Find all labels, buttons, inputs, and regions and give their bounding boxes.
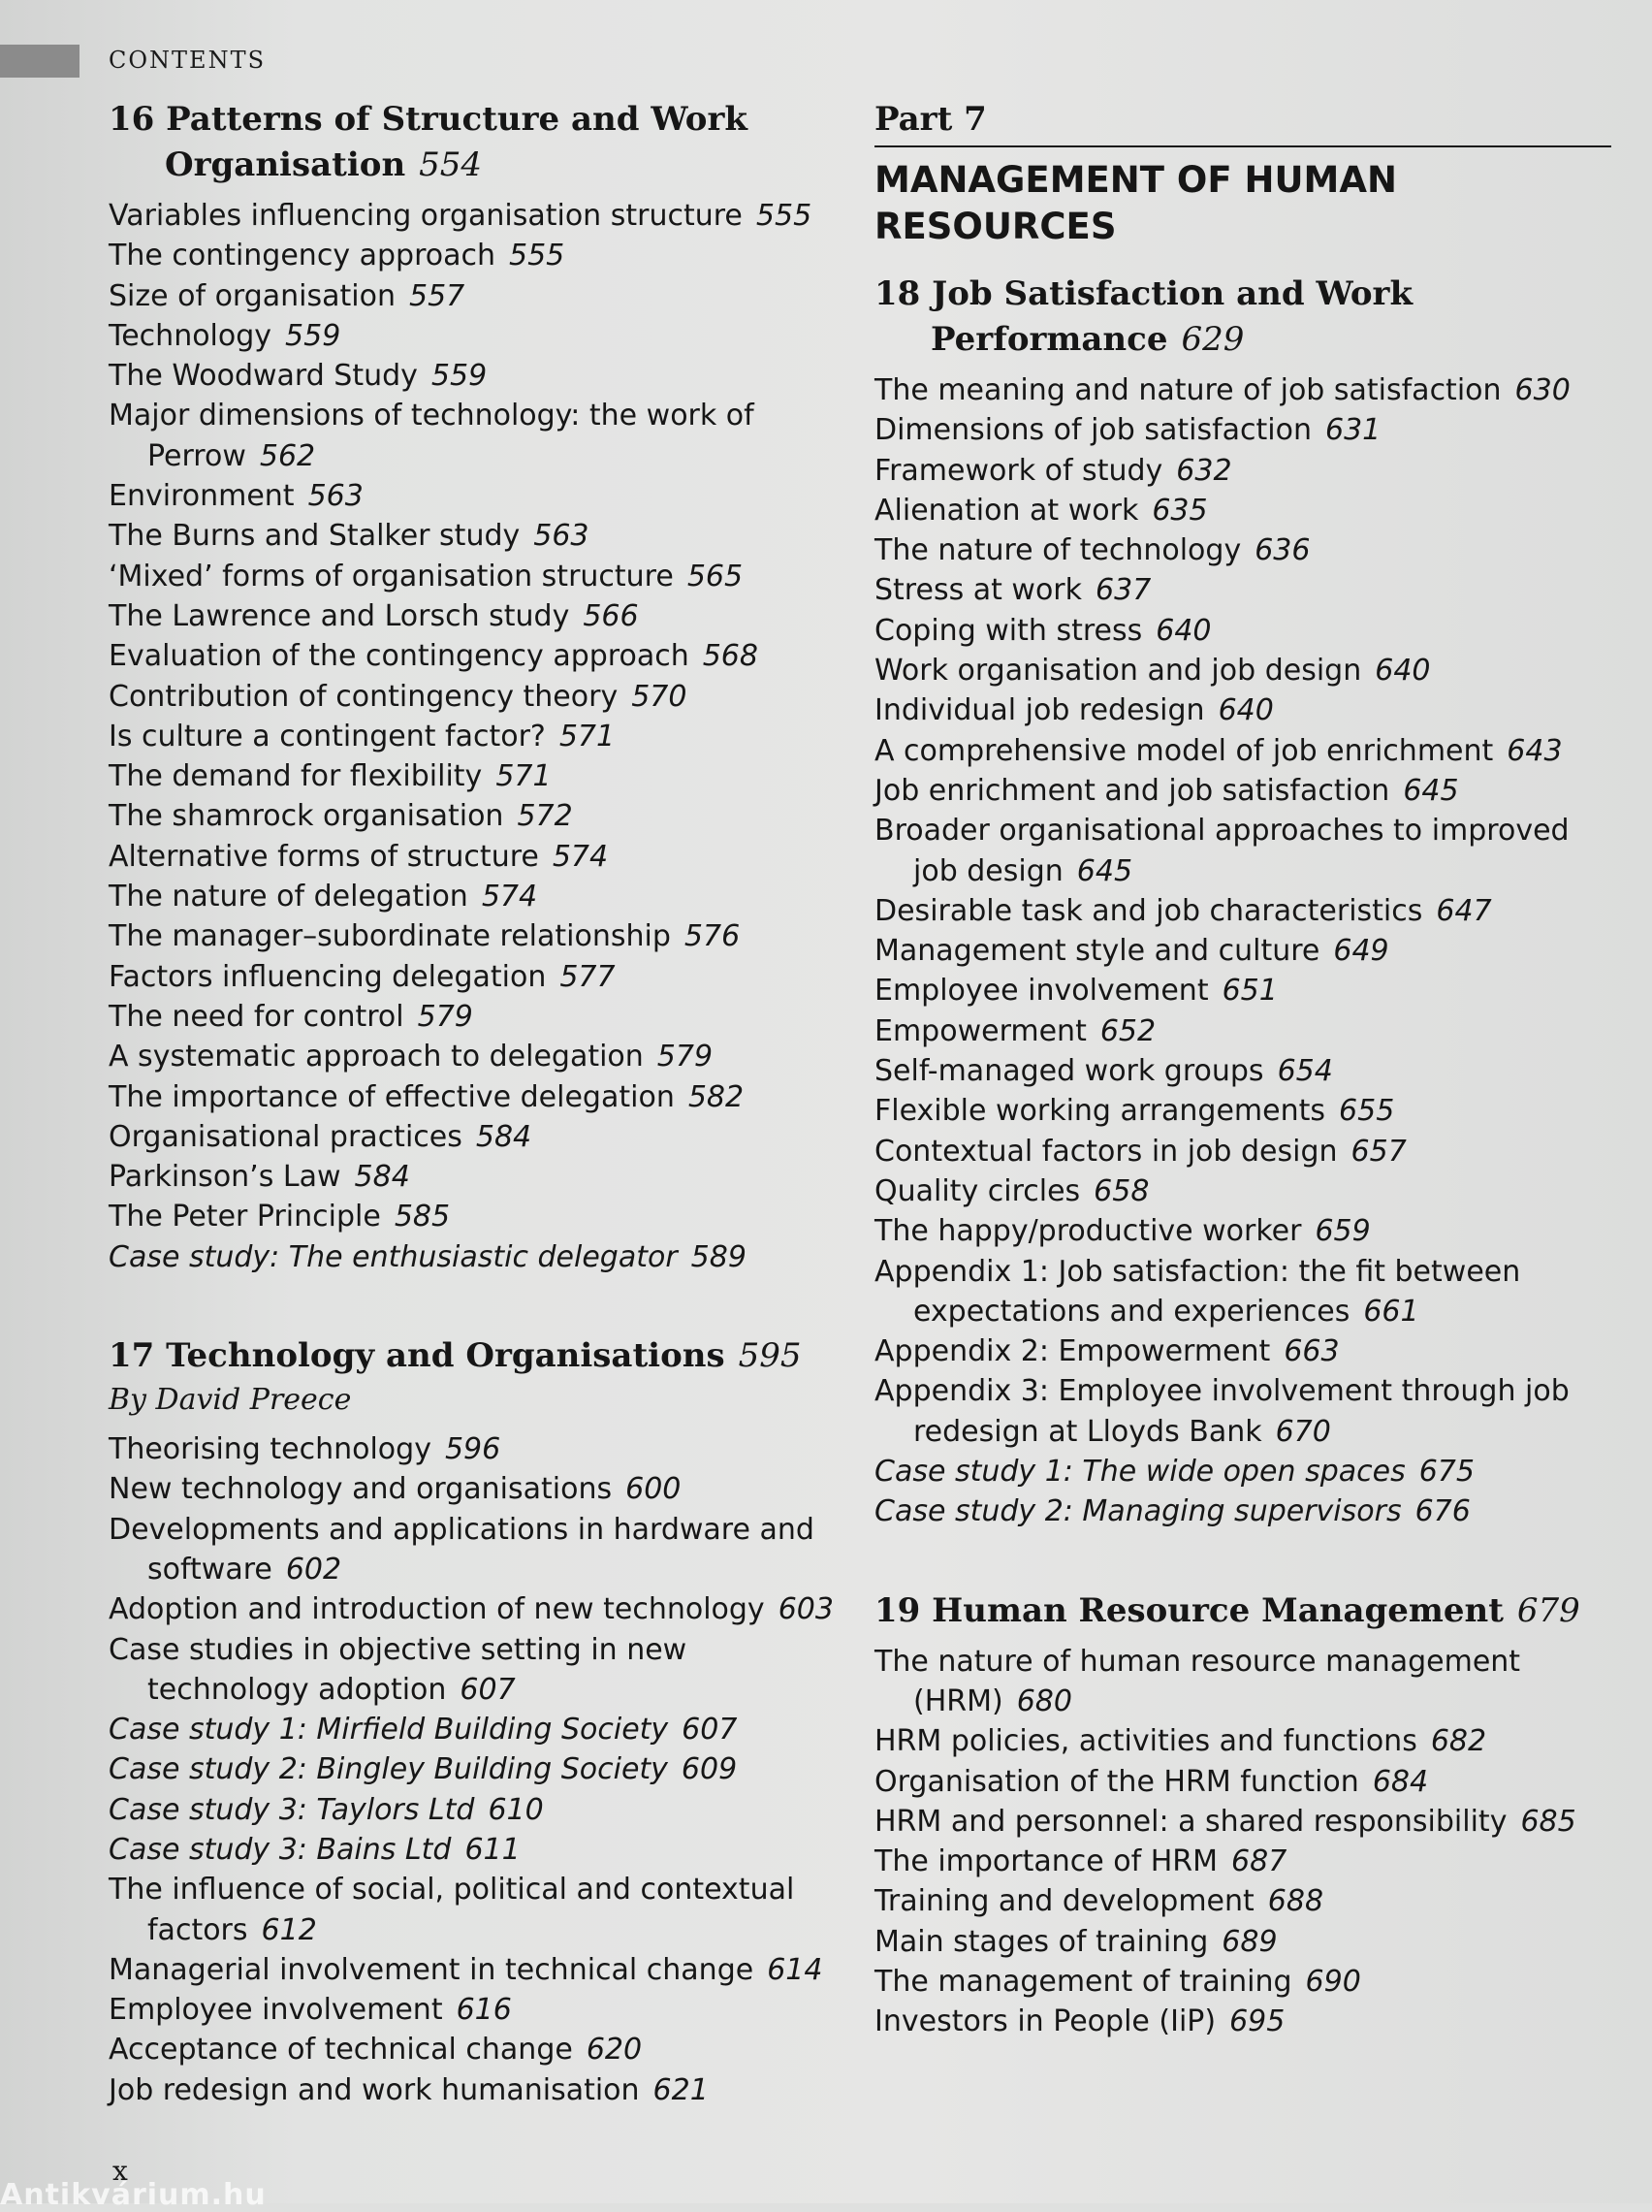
entry-title: The need for control xyxy=(109,999,404,1034)
toc-entry xyxy=(109,2070,845,2110)
entry-page: 657 xyxy=(1350,1134,1407,1169)
entry-title: Evaluation of the contingency approach xyxy=(109,639,689,674)
entry-title: The demand for flexibility xyxy=(109,759,483,794)
entry-page: 620 xyxy=(586,2033,643,2068)
entry-title: Broader organisational approaches to improved job design xyxy=(874,814,1570,888)
toc-entry xyxy=(874,1491,1611,1531)
entry-title: Dimensions of job satisfaction xyxy=(874,413,1312,448)
entry-page: 602 xyxy=(285,1552,342,1587)
entry-page: 645 xyxy=(1076,853,1133,888)
toc-entry xyxy=(109,1790,845,1830)
entry-page: 652 xyxy=(1099,1013,1157,1048)
entry-title: The Lawrence and Lorsch study xyxy=(109,598,570,633)
toc-entry xyxy=(109,396,845,476)
toc-entry xyxy=(874,491,1611,530)
entry-title: The manager–subordinate relationship xyxy=(109,919,671,954)
toc-entry xyxy=(874,570,1611,610)
entry-title: A systematic approach to delegation xyxy=(109,1040,644,1074)
entry-title: Case study 1: Mirfield Building Society xyxy=(109,1713,669,1747)
entry-page: 675 xyxy=(1418,1455,1475,1490)
entry-page: 555 xyxy=(755,199,812,233)
toc-entry xyxy=(874,410,1611,450)
entry-title: Alienation at work xyxy=(874,493,1139,528)
entry-title: Management style and culture xyxy=(874,934,1320,969)
toc-entry xyxy=(874,651,1611,690)
entry-page: 655 xyxy=(1339,1094,1395,1129)
entry-page: 603 xyxy=(778,1592,834,1627)
entry-page: 611 xyxy=(464,1832,521,1867)
toc-entry xyxy=(874,731,1611,771)
entry-page: 563 xyxy=(307,479,364,514)
toc-entry xyxy=(109,1710,845,1749)
entry-page: 645 xyxy=(1403,773,1459,808)
toc-entry xyxy=(109,837,845,877)
entry-title: The Burns and Stalker study xyxy=(109,519,521,554)
toc-entry xyxy=(874,1762,1611,1802)
toc-entry xyxy=(109,1510,845,1590)
entry-title: The importance of HRM xyxy=(874,1844,1219,1879)
toc-entry xyxy=(109,276,845,316)
toc-entry xyxy=(874,971,1611,1010)
toc-entry xyxy=(874,1091,1611,1131)
entry-page: 577 xyxy=(559,959,616,994)
toc-entry xyxy=(874,1452,1611,1491)
entry-page: 555 xyxy=(509,239,565,273)
entry-page: 630 xyxy=(1514,373,1571,407)
entry-title: The influence of social, political and contextual factors xyxy=(109,1873,795,1947)
toc-entry xyxy=(874,1371,1611,1452)
entry-title: Desirable task and job characteristics xyxy=(874,893,1423,928)
entry-title: Factors influencing delegation xyxy=(109,959,547,994)
entry-page: 654 xyxy=(1277,1054,1333,1089)
entry-title: Adoption and introduction of new technology xyxy=(109,1592,765,1627)
entry-title: Alternative forms of structure xyxy=(109,839,539,874)
entry-title: The nature of delegation xyxy=(109,880,468,914)
entry-title: Case study 3: Taylors Ltd xyxy=(109,1792,475,1827)
toc-entry xyxy=(109,516,845,556)
toc-entry xyxy=(109,916,845,956)
toc-entry xyxy=(874,1331,1611,1371)
toc-entry xyxy=(109,1037,845,1076)
toc-entry xyxy=(109,636,845,676)
entry-title: The nature of technology xyxy=(874,533,1242,568)
entry-title: HRM and personnel: a shared responsibility xyxy=(874,1804,1508,1839)
entry-title: The contingency approach xyxy=(109,239,495,273)
entry-title: Acceptance of technical change xyxy=(109,2033,573,2068)
toc-entry xyxy=(109,1630,845,1711)
toc-entry xyxy=(109,1990,845,2030)
entry-title: Case study 1: The wide open spaces xyxy=(874,1455,1406,1490)
toc-entry xyxy=(874,1802,1611,1842)
entry-page: 616 xyxy=(456,1993,512,2028)
toc-entry xyxy=(874,1962,1611,2002)
entry-title: Managerial involvement in technical change xyxy=(109,1952,754,1987)
entry-title: The nature of human resource management (HRM) xyxy=(874,1644,1521,1718)
chapter-17-heading xyxy=(109,1333,845,1379)
toc-entry xyxy=(874,530,1611,570)
toc-entry xyxy=(109,756,845,796)
entry-title: Framework of study xyxy=(874,453,1163,488)
entry-title: Environment xyxy=(109,479,295,514)
toc-entry xyxy=(874,1842,1611,1881)
toc-entry xyxy=(109,1117,845,1157)
entry-title: Main stages of training xyxy=(874,1924,1209,1959)
entry-page: 610 xyxy=(488,1792,544,1827)
chapter-title: 16 Patterns of Structure and Work Organisation xyxy=(109,100,747,184)
entry-page: 687 xyxy=(1231,1844,1287,1879)
chapter-19-entries xyxy=(874,1642,1611,2042)
entry-title: Case study 2: Bingley Building Society xyxy=(109,1752,668,1787)
entry-page: 640 xyxy=(1375,654,1431,689)
part-title: MANAGEMENT OF HUMAN RESOURCES xyxy=(874,159,1397,247)
entry-title: Flexible working arrangements xyxy=(874,1094,1326,1129)
entry-page: 609 xyxy=(681,1752,738,1787)
chapter-19-heading xyxy=(874,1588,1611,1634)
entry-page: 607 xyxy=(682,1713,738,1747)
toc-entry xyxy=(874,771,1611,811)
entry-title: Major dimensions of technology: the work of Perrow xyxy=(109,399,754,473)
entry-title: Work organisation and job design xyxy=(874,654,1362,689)
entry-title: A comprehensive model of job enrichment xyxy=(874,733,1494,768)
entry-title: Size of organisation xyxy=(109,278,396,313)
entry-page: 670 xyxy=(1275,1414,1331,1449)
entry-title: Appendix 2: Empowerment xyxy=(874,1334,1271,1369)
toc-entry xyxy=(874,1922,1611,1962)
toc-entry xyxy=(874,891,1611,931)
entry-page: 640 xyxy=(1218,693,1274,728)
toc-entry xyxy=(874,1051,1611,1091)
entry-page: 574 xyxy=(481,880,538,914)
entry-page: 695 xyxy=(1229,2004,1286,2039)
entry-title: The happy/productive worker xyxy=(874,1214,1302,1249)
toc-entry xyxy=(109,1589,845,1629)
toc-entry xyxy=(874,370,1611,410)
toc-entry xyxy=(109,596,845,636)
part-label: Part 7 xyxy=(874,97,1611,147)
entry-page: 661 xyxy=(1363,1294,1419,1329)
entry-page: 582 xyxy=(687,1079,745,1114)
entry-title: Organisation of the HRM function xyxy=(874,1764,1359,1799)
entry-page: 565 xyxy=(686,559,744,593)
entry-page: 614 xyxy=(767,1952,823,1987)
entry-title: Parkinson’s Law xyxy=(109,1160,341,1195)
entry-page: 663 xyxy=(1284,1334,1340,1369)
entry-page: 649 xyxy=(1333,934,1389,969)
toc-entry xyxy=(874,931,1611,971)
toc-entry xyxy=(109,717,845,756)
entry-title: Variables influencing organisation structure xyxy=(109,199,743,233)
entry-title: Case studies in objective setting in new technology adoption xyxy=(109,1632,687,1707)
chapter-page: 629 xyxy=(1181,320,1245,359)
toc-entry xyxy=(874,1721,1611,1761)
entry-page: 637 xyxy=(1096,573,1152,608)
toc-entry xyxy=(109,997,845,1037)
entry-title: Individual job redesign xyxy=(874,693,1205,728)
chapter-16-heading xyxy=(109,97,845,188)
toc-entry xyxy=(109,677,845,717)
entry-page: 600 xyxy=(625,1472,682,1507)
entry-title: Job redesign and work humanisation xyxy=(109,2072,640,2107)
toc-entry xyxy=(109,1197,845,1236)
entry-page: 584 xyxy=(475,1119,532,1154)
entry-page: 579 xyxy=(417,999,473,1034)
entry-page: 636 xyxy=(1255,533,1311,568)
entry-page: 659 xyxy=(1315,1214,1371,1249)
entry-page: 568 xyxy=(702,639,758,674)
entry-page: 574 xyxy=(552,839,609,874)
entry-page: 676 xyxy=(1414,1494,1471,1529)
entry-title: Job enrichment and job satisfaction xyxy=(874,773,1390,808)
toc-entry xyxy=(109,1749,845,1789)
toc-entry xyxy=(109,1469,845,1509)
toc-entry xyxy=(109,1429,845,1469)
toc-entry xyxy=(874,2002,1611,2041)
entry-title: The shamrock organisation xyxy=(109,799,504,834)
chapter-title: 18 Job Satisfaction and Work Performance xyxy=(874,274,1414,359)
toc-entry xyxy=(109,796,845,836)
entry-page: 562 xyxy=(259,438,316,473)
entry-title: Stress at work xyxy=(874,573,1083,608)
toc-entry xyxy=(874,1881,1611,1921)
toc-entry xyxy=(109,316,845,356)
chapter-title: 17 Technology and Organisations xyxy=(109,1336,725,1376)
chapter-author: By David Preece xyxy=(109,1383,352,1418)
watermark: Antikvárium.hu xyxy=(0,2178,267,2212)
entry-title: The importance of effective delegation xyxy=(109,1079,675,1114)
chapter-16-entries xyxy=(109,196,845,1277)
left-column xyxy=(109,97,845,2110)
toc-entry xyxy=(874,1171,1611,1211)
corner-tab xyxy=(0,45,79,78)
toc-entry xyxy=(109,236,845,275)
entry-title: Is culture a contingent factor? xyxy=(109,719,546,753)
entry-page: 571 xyxy=(495,759,552,794)
entry-page: 643 xyxy=(1507,733,1563,768)
entry-page: 658 xyxy=(1094,1173,1150,1208)
toc-entry xyxy=(874,1011,1611,1051)
entry-page: 632 xyxy=(1176,453,1232,488)
entry-title: The Peter Principle xyxy=(109,1200,381,1234)
right-column xyxy=(874,97,1611,2042)
entry-title: Developments and applications in hardware and software xyxy=(109,1512,814,1587)
entry-page: 596 xyxy=(444,1432,501,1467)
entry-page: 585 xyxy=(394,1200,451,1234)
entry-page: 690 xyxy=(1305,1964,1361,1999)
entry-page: 589 xyxy=(690,1239,747,1274)
chapter-page: 554 xyxy=(419,145,483,184)
entry-title: Employee involvement xyxy=(109,1993,443,2028)
page-folio: x xyxy=(112,2155,128,2187)
entry-title: Theorising technology xyxy=(109,1432,431,1467)
toc-entry xyxy=(109,957,845,997)
entry-title: HRM policies, activities and functions xyxy=(874,1724,1417,1759)
entry-title: Quality circles xyxy=(874,1173,1081,1208)
entry-page: 621 xyxy=(652,2072,709,2107)
toc-entry xyxy=(874,611,1611,651)
entry-page: 635 xyxy=(1152,493,1208,528)
toc-entry xyxy=(109,196,845,236)
entry-page: 572 xyxy=(517,799,573,834)
running-head: CONTENTS xyxy=(109,47,267,74)
toc-entry xyxy=(109,877,845,916)
entry-title: Contribution of contingency theory xyxy=(109,679,619,714)
entry-page: 631 xyxy=(1325,413,1382,448)
entry-title: Technology xyxy=(109,318,272,353)
entry-page: 612 xyxy=(261,1912,317,1947)
entry-title: The meaning and nature of job satisfaction xyxy=(874,373,1502,407)
entry-title: Contextual factors in job design xyxy=(874,1134,1338,1169)
entry-title: New technology and organisations xyxy=(109,1472,613,1507)
chapter-17-entries xyxy=(109,1429,845,2110)
entry-page: 557 xyxy=(409,278,465,313)
toc-entry xyxy=(109,1950,845,1990)
toc-entry xyxy=(874,1642,1611,1722)
entry-page: 576 xyxy=(683,919,741,954)
entry-title: Empowerment xyxy=(874,1013,1087,1048)
entry-page: 680 xyxy=(1016,1683,1072,1718)
toc-entry xyxy=(109,1077,845,1117)
entry-page: 685 xyxy=(1520,1804,1576,1839)
entry-title: Organisational practices xyxy=(109,1119,462,1154)
entry-page: 640 xyxy=(1156,613,1212,648)
entry-page: 682 xyxy=(1430,1724,1487,1759)
toc-entry xyxy=(109,476,845,516)
toc-entry xyxy=(109,2030,845,2069)
entry-page: 566 xyxy=(583,598,639,633)
entry-page: 584 xyxy=(354,1160,410,1195)
toc-entry xyxy=(109,1870,845,1950)
entry-page: 559 xyxy=(430,359,488,394)
chapter-18-heading xyxy=(874,272,1611,363)
entry-page: 570 xyxy=(631,679,687,714)
entry-page: 647 xyxy=(1436,893,1492,928)
entry-title: Employee involvement xyxy=(874,974,1209,1009)
entry-title: Case study: The enthusiastic delegator xyxy=(109,1239,678,1274)
toc-entry xyxy=(109,1830,845,1870)
toc-entry xyxy=(874,690,1611,730)
entry-page: 684 xyxy=(1372,1764,1429,1799)
entry-page: 563 xyxy=(533,519,589,554)
chapter-page: 679 xyxy=(1516,1590,1580,1630)
entry-title: Appendix 3: Employee involvement through job redesign at Lloyds Bank xyxy=(874,1374,1570,1449)
entry-title: Case study 2: Managing supervisors xyxy=(874,1494,1402,1529)
entry-page: 651 xyxy=(1222,974,1278,1009)
entry-page: 579 xyxy=(656,1040,714,1074)
toc-entry xyxy=(874,1211,1611,1251)
toc-entry xyxy=(874,1252,1611,1332)
toc-entry xyxy=(874,811,1611,891)
chapter-title: 19 Human Resource Management xyxy=(874,1590,1504,1630)
entry-page: 689 xyxy=(1222,1924,1278,1959)
entry-title: ‘Mixed’ forms of organisation structure xyxy=(109,559,674,593)
toc-entry xyxy=(109,557,845,596)
entry-page: 607 xyxy=(460,1672,516,1707)
toc-entry xyxy=(874,451,1611,491)
entry-title: The management of training xyxy=(874,1964,1292,1999)
entry-title: Appendix 1: Job satisfaction: the fit between expectations and experiences xyxy=(874,1254,1521,1329)
entry-title: Case study 3: Bains Ltd xyxy=(109,1832,452,1867)
chapter-18-entries xyxy=(874,370,1611,1532)
entry-title: Investors in People (IiP) xyxy=(874,2004,1217,2039)
entry-title: Coping with stress xyxy=(874,613,1143,648)
entry-page: 559 xyxy=(285,318,341,353)
entry-title: Self-managed work groups xyxy=(874,1054,1264,1089)
entry-page: 571 xyxy=(558,719,616,753)
chapter-page: 595 xyxy=(738,1336,802,1376)
toc-entry xyxy=(874,1132,1611,1171)
entry-page: 688 xyxy=(1267,1884,1324,1919)
entry-title: Training and development xyxy=(874,1884,1255,1919)
entry-title: The Woodward Study xyxy=(109,359,418,394)
toc-entry xyxy=(109,1157,845,1197)
toc-entry xyxy=(109,356,845,396)
toc-entry xyxy=(109,1237,845,1277)
